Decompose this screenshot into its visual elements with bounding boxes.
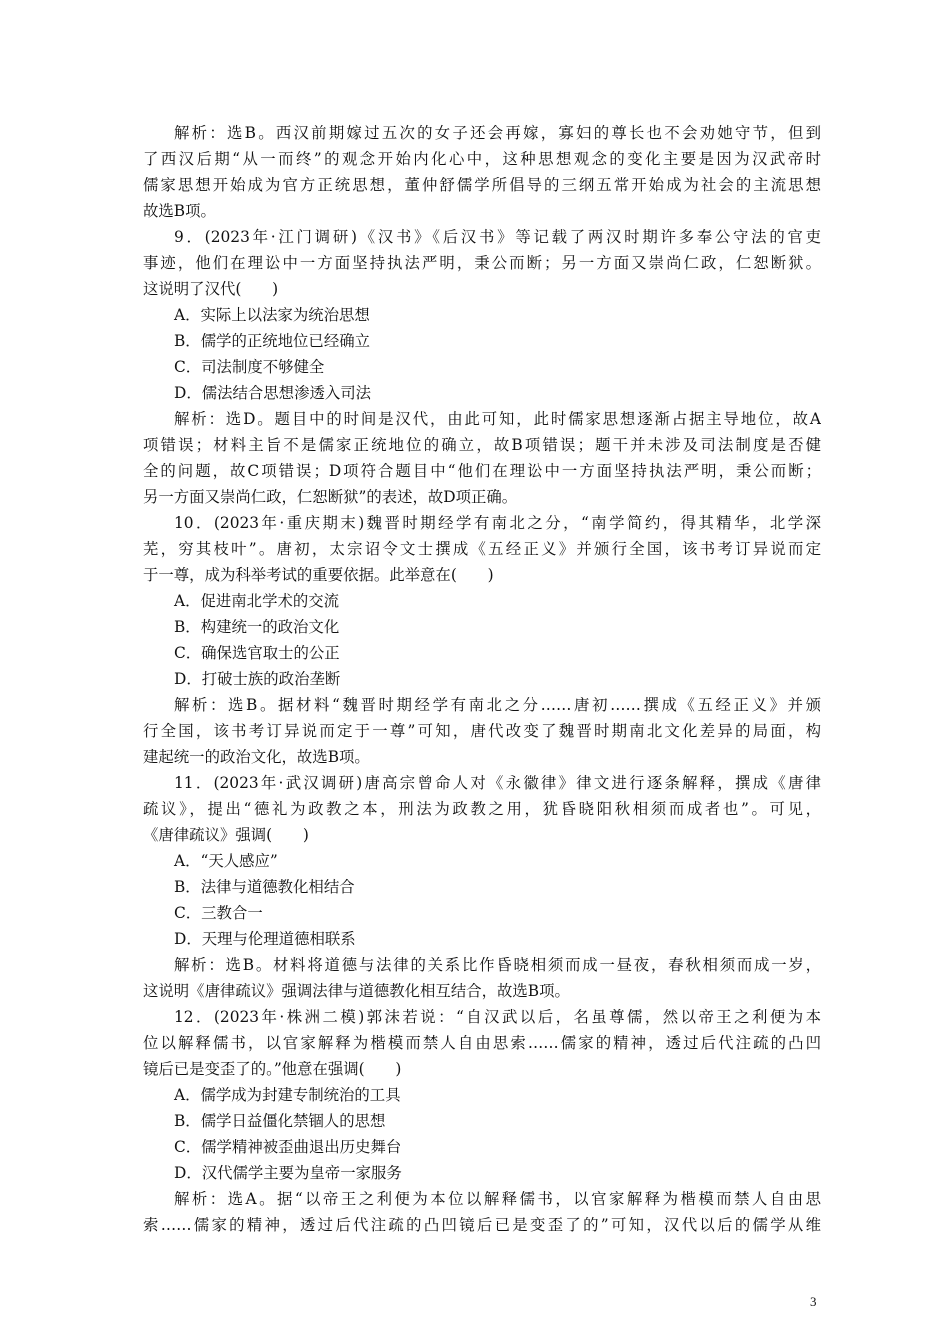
option-line: A．儒学成为封建专制统治的工具 bbox=[174, 1086, 401, 1104]
question-line: 事迹，他们在理讼中一方面坚持执法严明，秉公而断；另一方面又崇尚仁政，仁恕断狱。 bbox=[143, 254, 821, 272]
analysis-line: 儒家思想开始成为官方正统思想，董仲舒儒学所倡导的三纲五常开始成为社会的主流思想 bbox=[143, 176, 821, 194]
question-line: 于一尊，成为科举考试的重要依据。此举意在( ) bbox=[143, 566, 494, 584]
analysis-line: 解析：选A。据“以帝王之利便为本位以解释儒书，以官家解释为楷模而禁人自由思 bbox=[174, 1190, 821, 1208]
question-line: 这说明了汉代( ) bbox=[143, 280, 279, 298]
option-line: D．天理与伦理道德相联系 bbox=[174, 930, 356, 948]
option-line: C．司法制度不够健全 bbox=[174, 358, 325, 376]
analysis-line: 另一方面又崇尚仁政，仁恕断狱”的表述，故D项正确。 bbox=[143, 488, 518, 506]
page-number: 3 bbox=[810, 1294, 817, 1309]
option-line: A．“天人感应” bbox=[174, 852, 278, 870]
option-line: A．促进南北学术的交流 bbox=[174, 592, 340, 610]
option-line: D．打破士族的政治垄断 bbox=[174, 670, 341, 688]
analysis-line: 故选B项。 bbox=[143, 202, 216, 220]
document-page bbox=[143, 120, 821, 1238]
option-line: B．构建统一的政治文化 bbox=[174, 618, 340, 636]
question-line: 12．(2023年·株洲二模)郭沫若说：“自汉武以后，名虽尊儒，然以帝王之利便为本 bbox=[174, 1008, 821, 1026]
analysis-line: 这说明《唐律疏议》强调法律与道德教化相互结合，故选B项。 bbox=[143, 982, 570, 1000]
option-line: C．三教合一 bbox=[174, 904, 263, 922]
option-line: B．法律与道德教化相结合 bbox=[174, 878, 355, 896]
question-block bbox=[143, 510, 821, 588]
analysis-line: 全的问题，故C项错误；D项符合题目中“他们在理讼中一方面坚持执法严明，秉公而断； bbox=[143, 462, 821, 480]
analysis-line: 解析：选B。据材料“魏晋时期经学有南北之分……唐初……撰成《五经正义》并颁 bbox=[174, 696, 821, 714]
option-line: A．实际上以法家为统治思想 bbox=[174, 306, 370, 324]
analysis-line: 行全国，该书考订异说而定于一尊”可知，唐代改变了魏晋时期南北文化差异的局面，构 bbox=[143, 722, 821, 740]
question-line: 《唐律疏议》强调( ) bbox=[143, 826, 309, 844]
question-block bbox=[143, 224, 821, 302]
question-line: 镜后已是变歪了的。”他意在强调( ) bbox=[143, 1060, 402, 1078]
option-line: C．确保选官取士的公正 bbox=[174, 644, 340, 662]
option-line: D．汉代儒学主要为皇帝一家服务 bbox=[174, 1164, 402, 1182]
analysis-block bbox=[143, 692, 821, 770]
option-line: C．儒学精神被歪曲退出历史舞台 bbox=[174, 1138, 402, 1156]
question-line: 11．(2023年·武汉调研)唐高宗曾命人对《永徽律》律文进行逐条解释，撰成《唐律 bbox=[174, 774, 821, 792]
question-line: 9．(2023年·江门调研)《汉书》《后汉书》等记载了两汉时期许多奉公守法的官吏 bbox=[174, 228, 821, 246]
options-block bbox=[143, 1082, 821, 1186]
question-line: 芜，穷其枝叶”。唐初，太宗诏令文士撰成《五经正义》并颁行全国，该书考订异说而定 bbox=[143, 540, 821, 558]
analysis-line: 解析：选B。西汉前期嫁过五次的女子还会再嫁，寡妇的尊长也不会劝她守节，但到 bbox=[174, 124, 821, 142]
question-line: 10．(2023年·重庆期末)魏晋时期经学有南北之分，“南学简约，得其精华，北学深 bbox=[174, 514, 821, 532]
analysis-line: 建起统一的政治文化，故选B项。 bbox=[143, 748, 370, 766]
analysis-line: 项错误；材料主旨不是儒家正统地位的确立，故B项错误；题干并未涉及司法制度是否健 bbox=[143, 436, 821, 454]
analysis-line: 解析：选B。材料将道德与法律的关系比作昏晓相须而成一昼夜，春秋相须而成一岁， bbox=[174, 956, 821, 974]
analysis-block bbox=[143, 120, 821, 224]
options-block bbox=[143, 588, 821, 692]
question-block bbox=[143, 1004, 821, 1082]
analysis-block bbox=[143, 1186, 821, 1238]
options-block bbox=[143, 848, 821, 952]
analysis-line: 了西汉后期“从一而终”的观念开始内化心中，这种思想观念的变化主要是因为汉武帝时 bbox=[143, 150, 821, 168]
question-line: 疏议》，提出“德礼为政教之本，刑法为政教之用，犹昏晓阳秋相须而成者也”。可见， bbox=[143, 800, 821, 818]
option-line: B．儒学日益僵化禁锢人的思想 bbox=[174, 1112, 386, 1130]
analysis-block bbox=[143, 406, 821, 510]
analysis-line: 索……儒家的精神，透过后代注疏的凸凹镜后已是变歪了的”可知，汉代以后的儒学从维 bbox=[143, 1216, 821, 1234]
analysis-block bbox=[143, 952, 821, 1004]
option-line: D．儒法结合思想渗透入司法 bbox=[174, 384, 372, 402]
analysis-line: 解析：选D。题目中的时间是汉代，由此可知，此时儒家思想逐渐占据主导地位，故A bbox=[174, 410, 821, 428]
options-block bbox=[143, 302, 821, 406]
question-line: 位以解释儒书，以官家解释为楷模而禁人自由思索……儒家的精神，透过后代注疏的凸凹 bbox=[143, 1034, 821, 1052]
option-line: B．儒学的正统地位已经确立 bbox=[174, 332, 370, 350]
question-block bbox=[143, 770, 821, 848]
